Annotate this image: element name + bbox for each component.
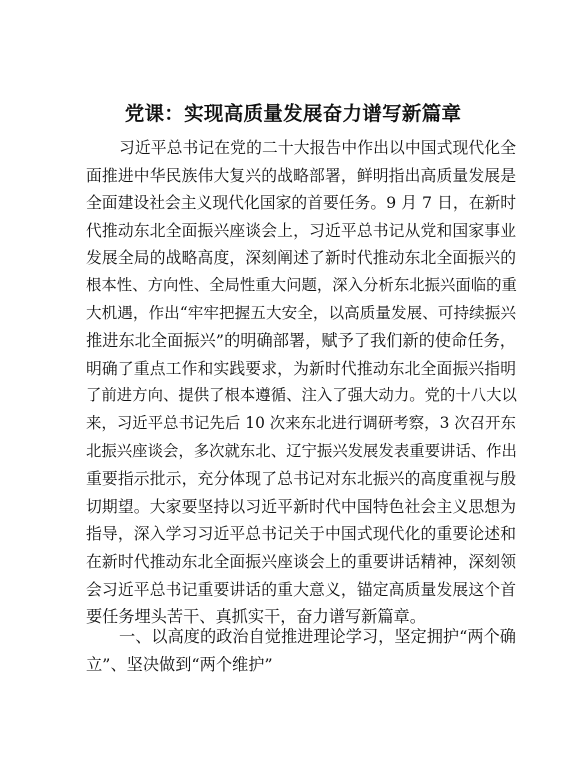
paragraph-line: 大机遇，作出“牢牢把握五大安全，以高质量发展、可持续振兴 [86, 303, 516, 322]
heading-line: 一、以高度的政治自觉推进理论学习，坚定拥护“两个确 [119, 627, 516, 646]
body-paragraph [86, 134, 516, 631]
paragraph-line: 会习近平总书记重要讲话的重大意义，锚定高质量发展这个首 [86, 579, 516, 599]
paragraph-line: 北振兴座谈会，多次就东北、辽宁振兴发展发表重要讲话、作出 [86, 441, 517, 460]
paragraph-line: 切期望。大家要坚持以习近平新时代中国特色社会主义思想为 [86, 496, 516, 516]
paragraph-line: 指导，深入学习习近平总书记关于中国式现代化的重要论述和 [86, 524, 516, 544]
document-title: 党课：实现高质量发展奋力谱写新篇章 [124, 102, 462, 125]
paragraph-line: 来，习近平总书记先后 10 次来东北进行调研考察，3 次召开东 [86, 413, 516, 432]
paragraph-line: 在新时代推动东北全面振兴座谈会上的重要讲话精神，深刻领 [86, 551, 516, 571]
paragraph-line: 要任务埋头苦干、真抓实干，奋力谱写新篇章。 [86, 607, 426, 627]
paragraph-line: 重要指示批示，充分体现了总书记对东北振兴的高度重视与殷 [86, 469, 516, 489]
paragraph-line: 根本性、方向性、全局性重大问题，深入分析东北振兴面临的重 [86, 275, 517, 294]
paragraph-line: 习近平总书记在党的二十大报告中作出以中国式现代化全 [119, 138, 516, 157]
heading-line: 立”、坚决做到“两个维护” [86, 654, 273, 674]
paragraph-line: 了前进方向、提供了根本遵循、注入了强大动力。党的十八大以 [86, 386, 517, 405]
section-heading [86, 623, 516, 678]
paragraph-line: 代推动东北全面振兴座谈会上，习近平总书记从党和国家事业 [86, 220, 516, 240]
paragraph-line: 面推进中华民族伟大复兴的战略部署，鲜明指出高质量发展是 [86, 165, 516, 185]
paragraph-line: 全面建设社会主义现代化国家的首要任务。9 月 7 日，在新时 [86, 193, 517, 213]
paragraph-line: 发展全局的战略高度，深刻阐述了新时代推动东北全面振兴的 [86, 248, 516, 268]
paragraph-line: 明确了重点工作和实践要求，为新时代推动东北全面振兴指明 [86, 358, 516, 378]
paragraph-line: 推进东北全面振兴”的明确部署，赋予了我们新的使命任务， [86, 331, 516, 351]
